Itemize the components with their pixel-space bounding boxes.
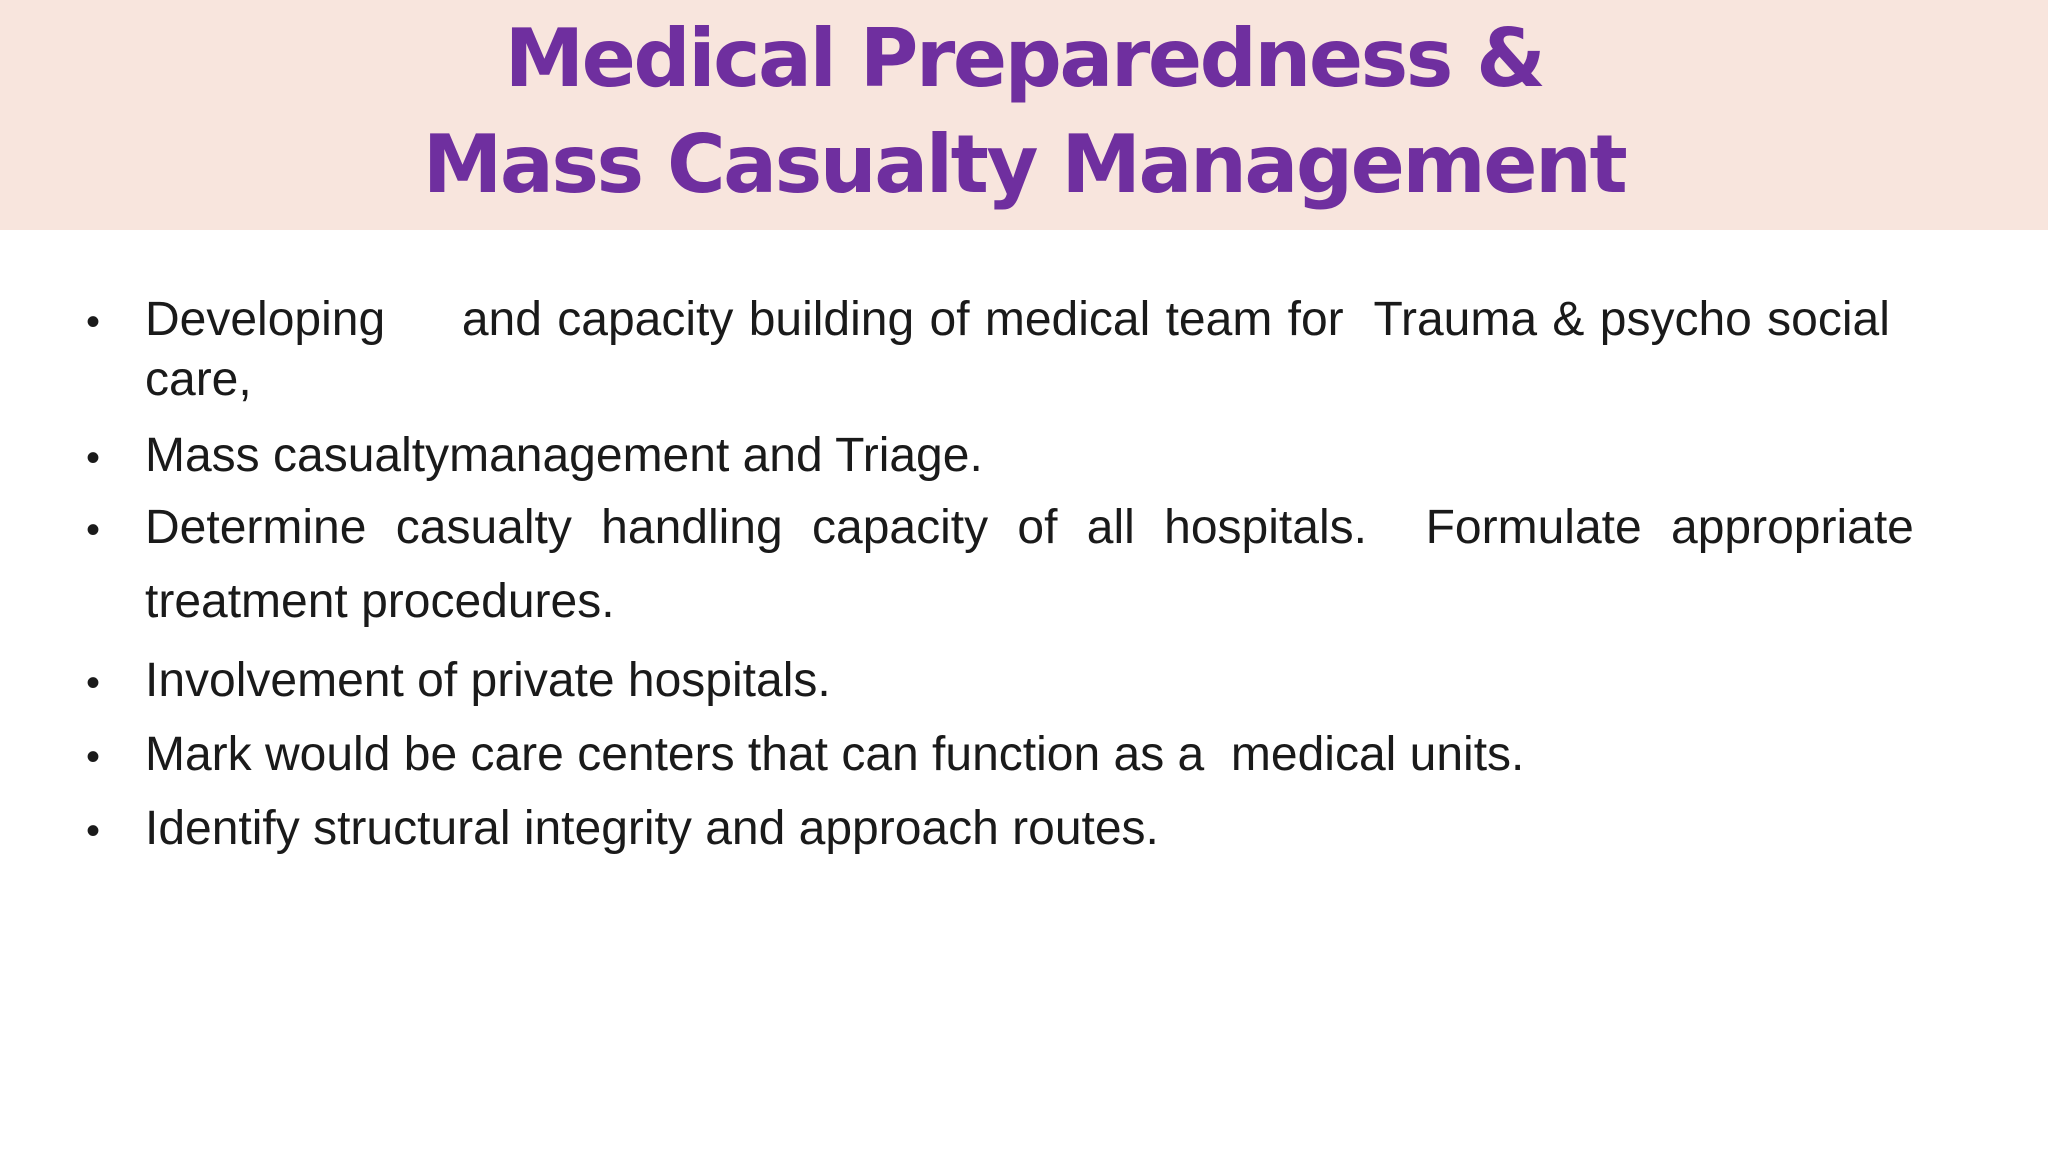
bullet-text-line: care, <box>145 353 252 406</box>
bullet-text-line: treatment procedures. <box>145 575 615 628</box>
bullet-text-line: Involvement of private hospitals. <box>145 654 831 707</box>
bullet-text-line: Mass casualtymanagement and Triage. <box>145 429 983 482</box>
bullet-dot: • <box>86 508 101 552</box>
bullet-dot: • <box>86 809 101 853</box>
bullet-text-line: Developing and capacity building of medical team for Trauma & psycho social <box>145 293 1890 346</box>
slide-title-line-1: Medical Preparedness & <box>504 12 1544 105</box>
slide-title-line-2: Mass Casualty Management <box>422 118 1626 211</box>
bullet-text-line: Mark would be care centers that can function as a medical units. <box>145 728 1525 781</box>
bullet-dot: • <box>86 661 101 705</box>
bullet-text-line: Identify structural integrity and approach routes. <box>145 802 1159 855</box>
bullet-dot: • <box>86 735 101 779</box>
bullet-dot: • <box>86 436 101 480</box>
bullet-text-line: Determine casualty handling capacity of all hospitals. Formulate appropriate <box>145 501 1914 554</box>
bullet-dot: • <box>86 300 101 344</box>
